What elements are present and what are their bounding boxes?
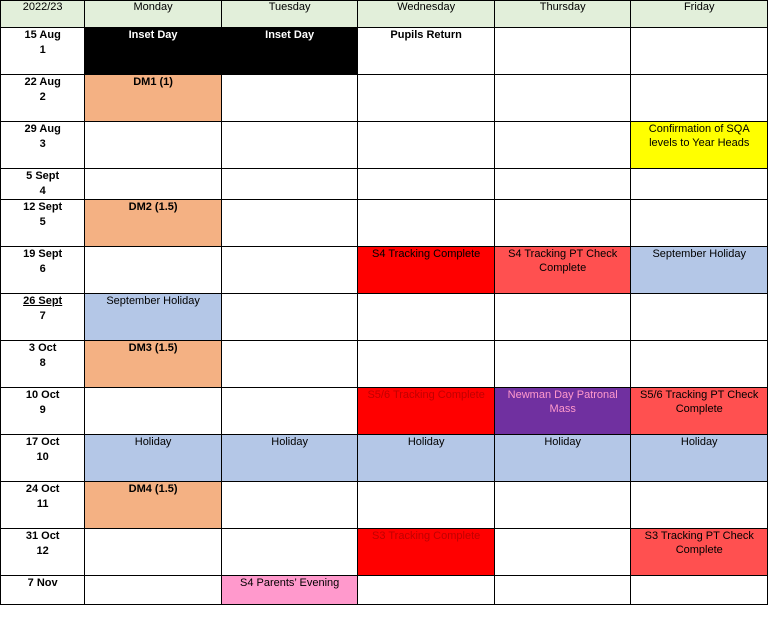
calendar-event-label: Holiday [544, 435, 582, 448]
table-row [1, 246, 768, 293]
calendar-day-cell[interactable] [494, 387, 631, 434]
calendar-day-cell[interactable] [85, 528, 222, 575]
header-day-tuesday: Tuesday [221, 1, 358, 28]
table-row [1, 199, 768, 246]
table-row [1, 169, 768, 200]
week-date: 29 Aug [24, 123, 61, 135]
week-cell [1, 434, 85, 481]
calendar-event-label: Pupils Return [390, 29, 462, 41]
calendar-day-cell[interactable] [358, 169, 495, 200]
week-number: 8 [39, 356, 46, 369]
week-number: 12 [36, 544, 49, 557]
calendar-day-cell[interactable] [631, 528, 768, 575]
week-number: 5 [39, 215, 46, 228]
week-number: 11 [36, 497, 49, 510]
week-cell [1, 528, 85, 575]
calendar-day-cell[interactable] [358, 199, 495, 246]
table-row [1, 481, 768, 528]
calendar-day-cell[interactable] [85, 434, 222, 481]
calendar-day-cell[interactable] [631, 169, 768, 200]
calendar-day-cell[interactable] [221, 75, 358, 122]
calendar-event-label: Inset Day [265, 29, 315, 41]
calendar-day-cell[interactable] [85, 169, 222, 200]
calendar-event-label: S3 Tracking Complete [372, 529, 481, 542]
calendar-day-cell[interactable] [358, 387, 495, 434]
week-cell [1, 246, 85, 293]
calendar-day-cell[interactable] [494, 340, 631, 387]
table-body [1, 28, 768, 605]
calendar-day-cell[interactable] [494, 75, 631, 122]
calendar-event-label: DM3 (1.5) [128, 341, 178, 354]
week-cell [1, 340, 85, 387]
calendar-day-cell[interactable] [494, 434, 631, 481]
calendar-day-cell[interactable] [85, 340, 222, 387]
week-number: 10 [36, 450, 49, 463]
calendar-day-cell[interactable] [631, 481, 768, 528]
header-day-wednesday: Wednesday [358, 1, 495, 28]
calendar-event-label: S5/6 Tracking Complete [367, 388, 485, 401]
table-row [1, 340, 768, 387]
calendar-day-cell[interactable] [221, 528, 358, 575]
week-number: 4 [39, 184, 46, 197]
week-date: 12 Sept [23, 200, 63, 213]
calendar-day-cell[interactable] [631, 575, 768, 604]
calendar-day-cell[interactable] [494, 528, 631, 575]
week-number: 7 [39, 309, 46, 322]
week-cell [1, 293, 85, 340]
calendar-event-label: Inset Day [128, 29, 178, 41]
calendar-event-label: DM1 (1) [133, 76, 173, 88]
calendar-day-cell[interactable] [358, 75, 495, 122]
week-date: 7 Nov [27, 576, 58, 589]
calendar-event-label: Holiday [271, 435, 308, 448]
week-date: 3 Oct [28, 341, 57, 354]
calendar-day-cell[interactable] [494, 122, 631, 169]
calendar-day-cell[interactable] [631, 246, 768, 293]
week-cell [1, 75, 85, 122]
calendar-day-cell[interactable] [494, 481, 631, 528]
calendar-day-cell[interactable] [85, 28, 222, 75]
week-date: 22 Aug [24, 76, 61, 88]
week-date: 26 Sept [23, 294, 63, 307]
calendar-day-cell[interactable] [85, 387, 222, 434]
calendar-event-label: S4 Parents’ Evening [239, 576, 340, 589]
calendar-day-cell[interactable] [221, 434, 358, 481]
week-number: 2 [39, 90, 46, 103]
week-cell [1, 387, 85, 434]
calendar-event-label: DM4 (1.5) [128, 482, 178, 495]
header-day-thursday: Thursday [494, 1, 631, 28]
calendar-event-label: Holiday [134, 435, 172, 448]
calendar-day-cell[interactable] [358, 340, 495, 387]
week-cell [1, 199, 85, 246]
calendar-day-cell[interactable] [358, 481, 495, 528]
calendar-day-cell[interactable] [358, 293, 495, 340]
table-header-row [1, 1, 768, 28]
calendar-day-cell[interactable] [221, 199, 358, 246]
calendar-day-cell[interactable] [358, 28, 495, 75]
table-row [1, 528, 768, 575]
calendar-day-cell[interactable] [494, 575, 631, 604]
calendar-event-label: S3 Tracking PT Check Complete [644, 529, 754, 556]
calendar-day-cell[interactable] [631, 434, 768, 481]
calendar-day-cell[interactable] [494, 28, 631, 75]
week-date: 19 Sept [23, 247, 63, 260]
table-row [1, 575, 768, 604]
calendar-day-cell[interactable] [85, 75, 222, 122]
calendar-day-cell[interactable] [85, 246, 222, 293]
calendar-event-label: September Holiday [106, 294, 200, 307]
calendar-day-cell[interactable] [85, 293, 222, 340]
calendar-day-cell[interactable] [494, 169, 631, 200]
calendar-event-label: Holiday [680, 435, 718, 448]
calendar-day-cell[interactable] [631, 199, 768, 246]
calendar-event-label: S4 Tracking Complete [372, 247, 481, 260]
table-row [1, 434, 768, 481]
calendar-event-label: September Holiday [652, 247, 746, 260]
table-row [1, 387, 768, 434]
header-year-label: 2022/23 [1, 1, 85, 28]
calendar-day-cell[interactable] [358, 246, 495, 293]
calendar-day-cell[interactable] [221, 122, 358, 169]
week-cell [1, 481, 85, 528]
calendar-day-cell[interactable] [631, 75, 768, 122]
calendar-event-label: S5/6 Tracking PT Check Complete [640, 388, 759, 415]
calendar-event-label: S4 Tracking PT Check Complete [508, 247, 618, 274]
calendar-day-cell[interactable] [494, 199, 631, 246]
table-row [1, 75, 768, 122]
week-date: 17 Oct [25, 435, 60, 448]
calendar-day-cell[interactable] [221, 387, 358, 434]
calendar-event-label: Newman Day Patronal Mass [507, 388, 618, 415]
calendar-event-label: Confirmation of SQA levels to Year Heads [648, 123, 750, 150]
calendar-day-cell[interactable] [221, 28, 358, 75]
calendar-day-cell[interactable] [221, 293, 358, 340]
calendar-event-label: DM2 (1.5) [128, 200, 178, 213]
calendar-day-cell[interactable] [221, 340, 358, 387]
calendar-day-cell[interactable] [85, 575, 222, 604]
calendar-day-cell[interactable] [221, 575, 358, 604]
calendar-day-cell[interactable] [358, 434, 495, 481]
calendar-day-cell[interactable] [631, 122, 768, 169]
calendar-day-cell[interactable] [631, 387, 768, 434]
calendar-day-cell[interactable] [221, 481, 358, 528]
calendar-day-cell[interactable] [631, 28, 768, 75]
week-number: 1 [39, 43, 46, 56]
header-day-monday: Monday [85, 1, 222, 28]
calendar-day-cell[interactable] [631, 340, 768, 387]
calendar-day-cell[interactable] [358, 575, 495, 604]
calendar-day-cell[interactable] [494, 246, 631, 293]
table-row [1, 293, 768, 340]
week-number: 6 [39, 262, 46, 275]
calendar-day-cell[interactable] [85, 122, 222, 169]
week-number: 3 [39, 137, 46, 150]
week-date: 10 Oct [25, 388, 60, 401]
calendar-day-cell[interactable] [221, 169, 358, 200]
week-date: 31 Oct [25, 529, 60, 542]
week-cell [1, 169, 85, 200]
table-row [1, 122, 768, 169]
week-date: 5 Sept [26, 170, 60, 182]
calendar-day-cell[interactable] [85, 199, 222, 246]
week-cell [1, 28, 85, 75]
week-cell [1, 122, 85, 169]
week-cell [1, 575, 85, 604]
calendar-day-cell[interactable] [631, 293, 768, 340]
week-date: 15 Aug [24, 29, 61, 41]
header-day-friday: Friday [631, 1, 768, 28]
calendar-day-cell[interactable] [221, 246, 358, 293]
week-date: 24 Oct [25, 482, 60, 495]
calendar-day-cell[interactable] [358, 122, 495, 169]
calendar-day-cell[interactable] [358, 528, 495, 575]
calendar-event-label: Holiday [407, 435, 445, 448]
calendar-day-cell[interactable] [494, 293, 631, 340]
calendar-day-cell[interactable] [85, 481, 222, 528]
week-number: 9 [39, 403, 46, 416]
table-row [1, 28, 768, 75]
